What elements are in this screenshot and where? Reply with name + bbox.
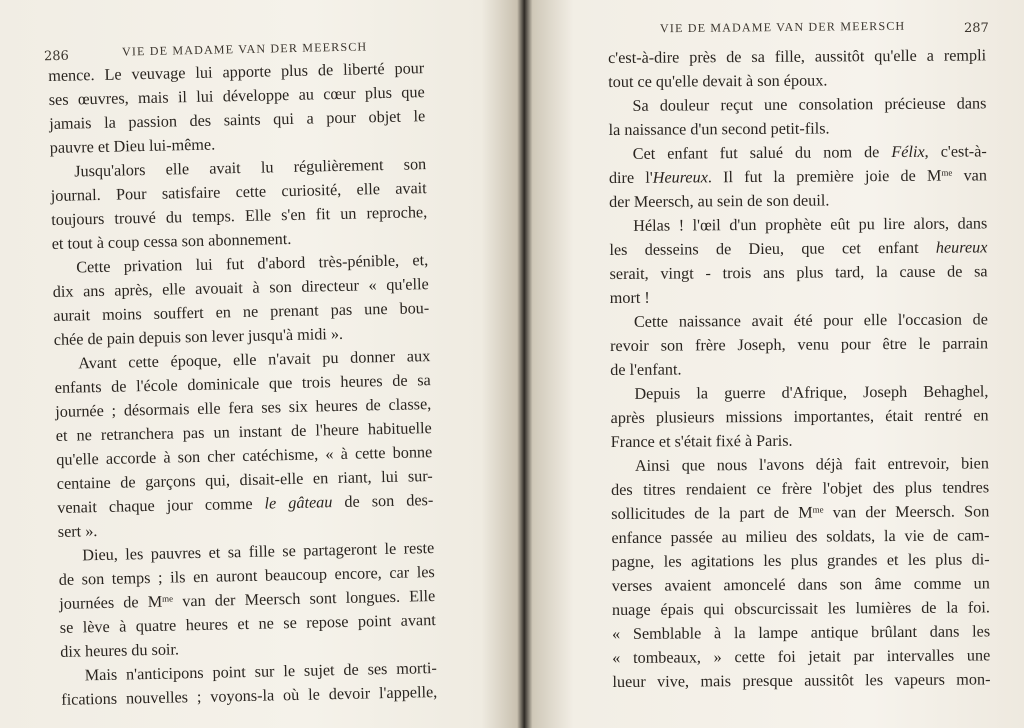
running-head: VIE DE MADAME VAN DER MEERSCH (659, 18, 906, 36)
text-line: de son temps ; ils en auront beaucoup encore, car les (58, 563, 435, 589)
paragraph (610, 307, 988, 382)
text-line: se lève à quatre heures et ne se repose point avant (59, 611, 436, 637)
text-line: mort ! (609, 288, 650, 307)
text-line: serait, vingt - trois ans plus tard, la cause de sa (609, 262, 988, 283)
text-line: verses avaient amoncelé dans son âme comme un (611, 574, 990, 595)
text-line: « Semblable à la lampe antique brûlant dans les (612, 622, 991, 643)
text-line: France et s'était fixé à Paris. (610, 431, 793, 451)
text-line: enfance passée au milieu des soldats, la vie de cam- (611, 526, 990, 547)
text-line: journées de $M^{me}$ van der Meersch sont longues. Elle (59, 587, 436, 613)
text-line: c'est-à-dire près de sa fille, aussitôt qu'elle a rempli (608, 46, 987, 67)
text-line: aurait moins souffert en ne prenant pas une bou- (53, 299, 430, 325)
italic-phrase: heureux (935, 238, 988, 257)
text-line: chée de pain depuis son lever jusqu'à midi ». (53, 324, 344, 349)
text-line: journée ; désormais elle fera ses six heures de classe, (55, 395, 432, 421)
paragraph (608, 91, 986, 142)
paragraph (609, 139, 987, 214)
text-line: dix heures du soir. (60, 640, 180, 661)
text-line: toujours trouvé du temps. Elle s'en fit un reproche, (51, 203, 428, 229)
text-line: des titres rendaient ce frère l'objet des plus tendres (611, 478, 990, 499)
paragraph (608, 43, 986, 94)
text-line: centaine de garçons qui, disait-elle en riant, lui sur- (56, 467, 433, 493)
right-page (528, 0, 1024, 728)
text-line: pauvre et Dieu lui-même. (49, 135, 216, 157)
text-line: « tombeaux, » cette foi jetait par intervalles une (612, 646, 991, 667)
text-line: jamais la passion des saints qui a pour objet le (49, 107, 426, 133)
superscript: me (812, 504, 824, 515)
text-line: et ne retranchera pas un instant de l'heure habituelle (55, 419, 432, 445)
text-line: Cet enfant fut salué du nom de Félix, c'est-à- (632, 142, 987, 163)
text-line: journal. Pour satisfaire cette curiosité, elle avait (50, 179, 427, 205)
paragraph (610, 379, 988, 454)
text-line: de l'enfant. (610, 360, 682, 379)
superscript: me (161, 593, 174, 604)
text-line: enfants de l'école dominicale que trois heures de sa (54, 371, 431, 397)
text-line: dire l'Heureux. Il fut la première joie de $M^{me}$ van (608, 166, 987, 187)
text-line: après plusieurs missions importantes, était rentré en (610, 406, 989, 427)
text-line: Dieu, les pauvres et sa fille se partageront le reste (82, 539, 435, 565)
text-line: et tout à coup cessa son abonnement. (51, 229, 292, 253)
text-line: nuage épais qui obscurcissait les lumières de la foi. (611, 598, 990, 619)
text-line: dix ans après, elle avouait à son directeur « qu'elle (52, 275, 429, 301)
paragraph (61, 656, 438, 712)
page-text (48, 56, 437, 712)
text-line: der Meersch, au sein de son deuil. (609, 191, 830, 211)
text-line: Hélas ! l'œil d'un prophète eût pu lire alors, dans (633, 214, 988, 235)
paragraph (609, 211, 988, 310)
text-line: sollicitudes de la part de $M^{me}$ van der Meersch. Son (611, 502, 990, 523)
paragraph (58, 536, 436, 664)
text-line: mence. Le veuvage lui apporte plus de liberté pour (48, 59, 425, 85)
italic-phrase: le gâteau (264, 493, 333, 513)
italic-phrase: Félix (891, 142, 925, 162)
text-line: fications nouvelles ; voyons-la où le devoir l'appelle, (61, 682, 438, 709)
text-line: qu'elle accorde à son cher catéchisme, « à cette bonne (56, 443, 433, 469)
text-line: Sa douleur reçut une consolation précieuse dans (632, 94, 987, 115)
text-line: sert ». (57, 522, 98, 541)
paragraph (50, 152, 428, 256)
text-line: revoir son frère Joseph, venu pour être le parrain (610, 334, 989, 355)
text-line: ses œuvres, mais il lui développe au cœur plus que (48, 83, 425, 109)
text-line: Jusqu'alors elle avait lu régulièrement son (74, 155, 427, 181)
text-line: la naissance d'un second petit-fils. (608, 119, 830, 139)
page-number: 286 (43, 48, 69, 65)
running-head: VIE DE MADAME VAN DER MEERSCH (121, 39, 368, 59)
page-number: 287 (964, 21, 989, 36)
text-line: Cette privation lui fut d'abord très-pénible, et, (76, 251, 429, 277)
text-line: Mais n'anticipons point sur le sujet de ses morti- (84, 658, 437, 685)
italic-phrase: Heureux (652, 168, 708, 187)
superscript: me (941, 167, 953, 178)
text-line: Avant cette époque, elle n'avait pu donner aux (78, 347, 431, 373)
text-line: tout ce qu'elle devait à son époux. (608, 71, 828, 91)
page-text (608, 43, 991, 694)
text-line: venait chaque jour comme le gâteau de son des- (57, 491, 434, 517)
text-line: Ainsi que nous l'avons déjà fait entrevoir, bien (634, 454, 989, 475)
paragraph (611, 451, 991, 694)
text-line: les desseins de Dieu, que cet enfant heureux (609, 238, 988, 259)
paragraph (48, 56, 426, 160)
paragraph (52, 248, 430, 352)
text-line: Depuis la guerre d'Afrique, Joseph Behaghel, (634, 382, 989, 403)
text-line: Cette naissance avait été pour elle l'occasion de (633, 310, 988, 331)
text-line: lueur vive, mais presque aussitôt les vapeurs mon- (612, 670, 991, 691)
text-line: pagne, les agitations les plus grandes et les plus di- (611, 550, 990, 571)
paragraph (54, 344, 434, 544)
